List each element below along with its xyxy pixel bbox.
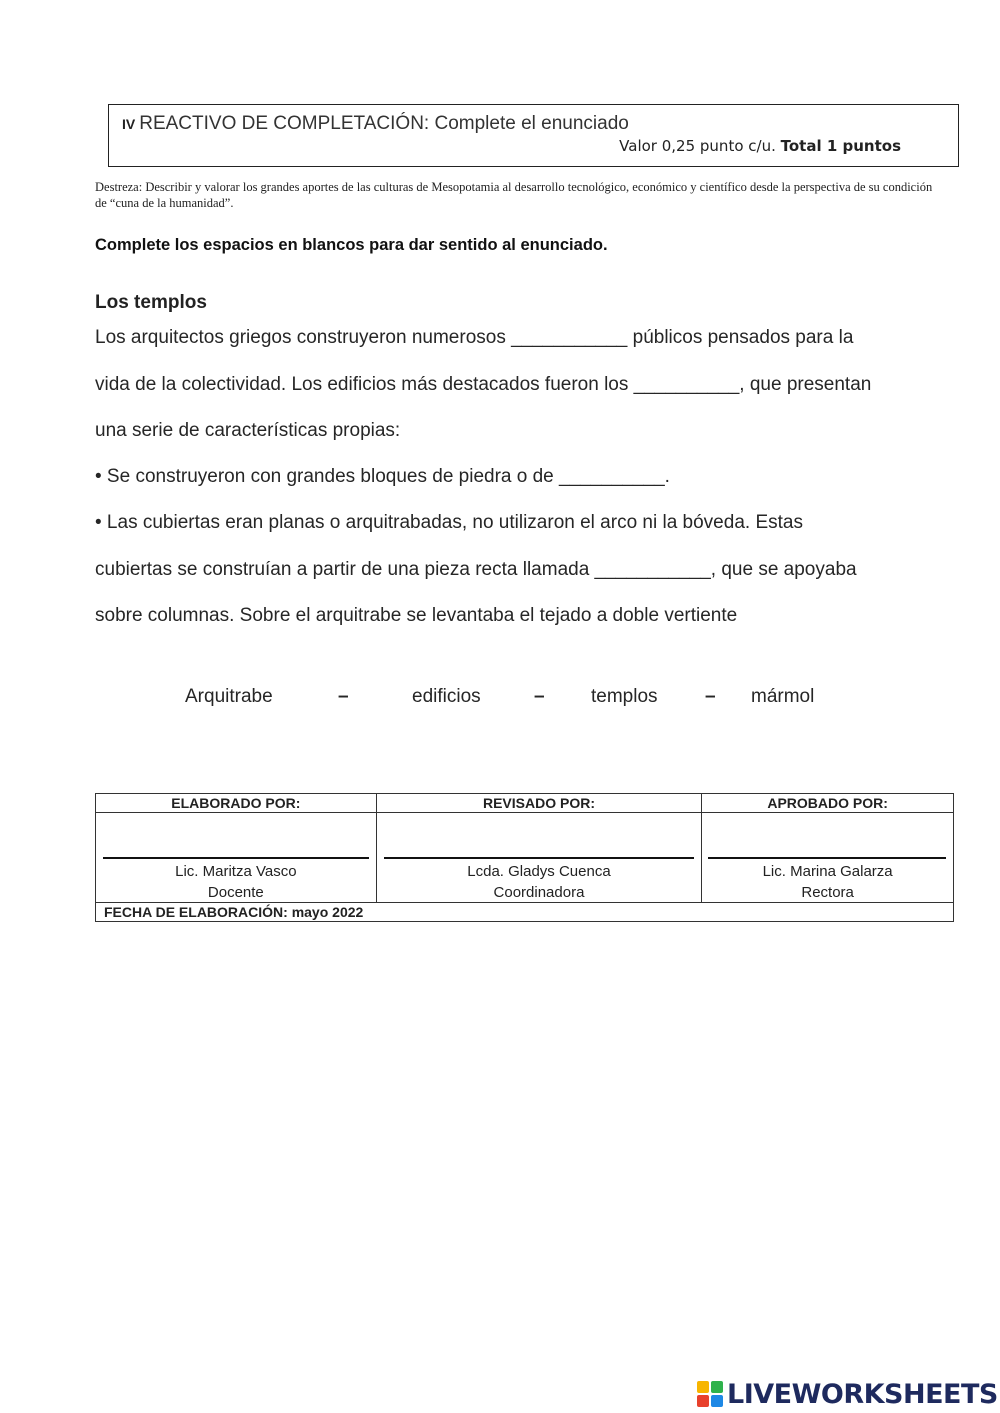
word-separator: – — [338, 686, 349, 707]
header-box — [108, 104, 959, 167]
paragraph-line: cubiertas se construían a partir de una pieza recta llamada ___________, que se apoyaba — [95, 559, 857, 580]
paragraph-line: sobre columnas. Sobre el arquitrabe se levantaba el tejado a doble vertiente — [95, 605, 738, 626]
logo-square — [711, 1395, 723, 1407]
signer-role: Rectora — [801, 884, 854, 901]
topic-title: Los templos — [95, 292, 207, 313]
logo-icon — [697, 1381, 723, 1407]
signer-name: Lcda. Gladys Cuenca — [467, 863, 611, 880]
logo-square — [697, 1381, 709, 1393]
signature-cell — [376, 813, 702, 903]
signer-role: Docente — [207, 884, 264, 901]
skill-description: Destreza: Describir y valorar los grandes aportes de las culturas de Mesopotamia al desarrollo tecnológico, económico y científico desde la perspectiva de su condición de “cuna de la humanidad”. — [95, 180, 933, 210]
score-total: Total 1 puntos — [780, 137, 901, 155]
section-heading — [122, 113, 629, 135]
logo-square — [697, 1395, 709, 1407]
logo-square — [711, 1381, 723, 1393]
liveworksheets-logo — [697, 1378, 998, 1410]
signer-role: Coordinadora — [493, 884, 585, 901]
paragraph-line: vida de la colectividad. Los edificios más destacados fueron los __________, que presentan — [95, 374, 872, 395]
word-separator: – — [705, 686, 716, 707]
word-bank-item: edificios — [412, 686, 481, 707]
signer-name: Lic. Marina Galarza — [762, 863, 893, 880]
paragraph-line: • Se construyeron con grandes bloques de piedra o de __________. — [95, 466, 670, 487]
signer-name: Lic. Maritza Vasco — [175, 863, 297, 880]
signature-cell — [702, 813, 954, 903]
word-bank-item: Arquitrabe — [185, 686, 273, 707]
word-separator: – — [534, 686, 545, 707]
signature-header: REVISADO POR: — [376, 794, 702, 813]
word-bank-item: mármol — [751, 686, 815, 707]
word-bank — [0, 686, 1000, 716]
score-info — [619, 137, 901, 155]
signature-header: APROBADO POR: — [702, 794, 954, 813]
signature-line — [384, 857, 695, 859]
paragraph-line: Los arquitectos griegos construyeron numerosos ___________ públicos pensados para la — [95, 327, 854, 348]
elaboration-date: FECHA DE ELABORACIÓN: mayo 2022 — [96, 903, 954, 922]
instruction-text: Complete los espacios en blancos para dar sentido al enunciado. — [95, 236, 608, 254]
paragraph-line: • Las cubiertas eran planas o arquitrabadas, no utilizaron el arco ni la bóveda. Estas — [95, 512, 803, 533]
paragraph-line: una serie de características propias: — [95, 420, 401, 441]
score-value: Valor 0,25 punto c/u. — [619, 137, 776, 155]
signature-line — [708, 857, 946, 859]
signature-header: ELABORADO POR: — [96, 794, 377, 813]
signature-line — [103, 857, 369, 859]
section-title-text: REACTIVO DE COMPLETACIÓN: Complete el enunciado — [139, 113, 629, 134]
logo-text: LIVEWORKSHEETS — [727, 1378, 998, 1410]
section-number: IV — [122, 116, 136, 132]
signature-table — [95, 793, 954, 922]
signature-cell — [96, 813, 377, 903]
word-bank-item: templos — [591, 686, 658, 707]
